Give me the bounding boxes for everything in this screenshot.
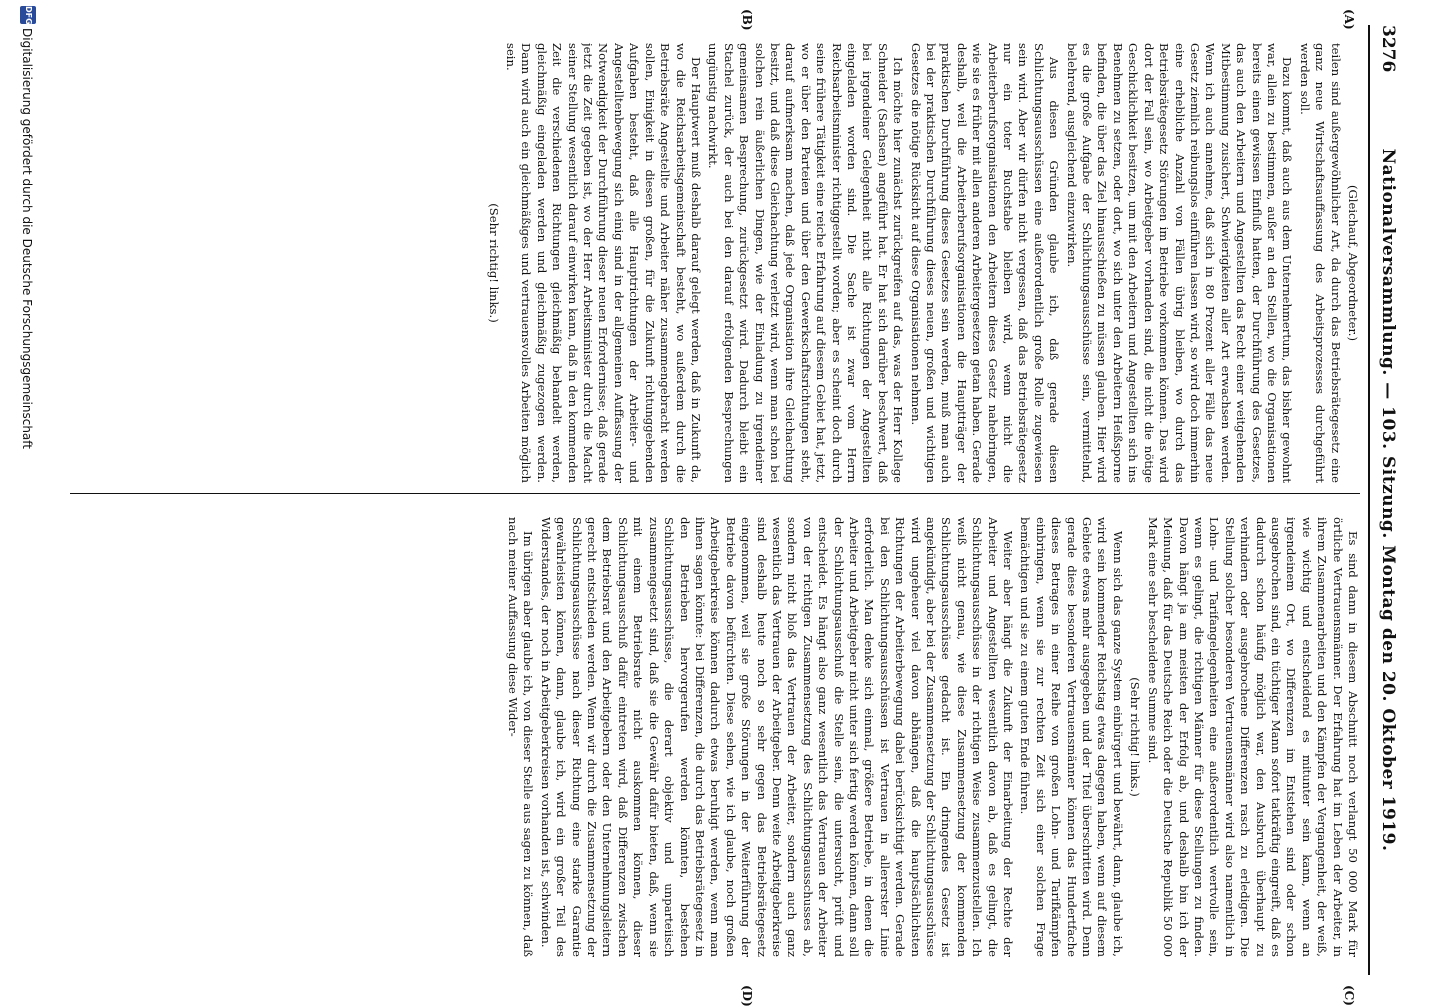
applause-note: (Sehr richtig! links.) <box>486 203 501 323</box>
paragraph: Es sind dann in diesem Abschnitt noch verlangt 50 000 Mark für örtliche Vertrauensmänner. Der Erfahrung hat im Leben der Arbeiter, in ihrem Zusammenarbeiten und den Kämpfen der Vergangenheit, der weiß, wie wichtig und entscheidend es mitunter sein kann, wenn an irgendeinem Ort, wo Differenzen im Entstehen sind oder schon ausgebrochen sind, ein tüchtiger Mann sofort tatkräftig eingreift, daß es dadurch schon häufig möglich war, den Ausbruch überhaupt zu verhindern oder ausgebrochene Differenzen rasch zu erledigen. Die Stellung solcher besonderen Vertrauensmänner wird also namentlich in Lohn- und Tarifangelegenheiten eine außerordentlich wertvolle sein, wenn es gelingt, die richtigen Männer für diese Stellungen zu finden. Davon hängt ja am meisten der Erfolg ab, und deshalb bin ich der Meinung, daß für das Deutsche Reich oder die Deutsche Republik 50 000 Mark eine sehr bescheidene Summe sind. <box>1145 517 1360 957</box>
right-column <box>70 517 1360 957</box>
paragraph: Im übrigen aber glaube ich, von dieser Stelle aus sagen zu können, daß nach meiner Auffassung diese Wider- <box>506 517 536 957</box>
margin-marker-a: (A) <box>1342 9 1356 30</box>
column-divider <box>70 493 1360 494</box>
dfg-logo-icon: DFG <box>20 6 36 24</box>
running-head: Nationalversammlung. — 103. Sitzung. Montag den 20. Oktober 1919. <box>1378 148 1398 852</box>
margin-marker-b: (B) <box>740 9 754 31</box>
page-header <box>1368 25 1404 975</box>
paragraph: Der Hauptwert muß deshalb darauf gelegt werden, daß in Zukunft da, wo die Reichsarbeitsgemeinschaft besteht, wo außerdem durch die Betriebsräte Angestellte und Arbeiter näher zusammengebracht werden sollen, Einigkeit in diesen großen, für die Zukunft richtunggebenden Aufgaben besteht, daß alle Hauptrichtungen der Arbeiter- und Angestelltenbewegung sich einig sind in der allgemeinen Auffassung der Notwendigkeit der Durchführung dieser neuen Erfordernisse; daß gerade jetzt die Zeit gegeben ist, wo der Herr Arbeitsminister durch die Macht seiner Stellung wesentlich darauf einwirken kann, daß in den kommenden Zeit die verschiedenen Richtungen gleichmäßig behandelt werden, gleichmäßig eingeladen werden und gleichmäßig zugezogen werden. Dann wird auch ein gleichmäßiges und vertrauensvolles Arbeiten möglich sein. <box>504 43 703 483</box>
page-number: 3276 <box>1378 25 1398 73</box>
paragraph: Dazu kommt, daß auch aus dem Unternehmertum, das bisher gewohnt war, allein zu bestimmen, außer an den Stellen, wo die Organisationen bereits einen gewissen Einfluß hatten, der Durchführung des Gesetzes, das auch den Arbeitern und Angestellten das Recht einer weitgehenden Mitbestimmung zusichert, Schwierigkeiten aller Art erwachsen werden. Wenn ich auch annehme, daß sich in 80 Prozent aller Fälle das neue Gesetz ziemlich reibungslos einführen lassen wird, so wird doch immerhin eine erhebliche Anzahl von Fällen übrig bleiben, wo durch das Betriebsrätegesetz Störungen im Betriebe vorkommen können. Das wird dort der Fall sein, wo Arbeitgeber vorhanden sind, die nicht die nötige Geschicklichkeit besitzen, um mit den Arbeitern und Angestellten sich ins Benehmen zu setzen, oder dort, wo sich unter den Arbeitern Heißsporne befinden, die über das Ziel hinausschießen zu müssen glauben. Hier wird es die große Aufgabe der Schlichtungsausschüsse sein, vermittelnd, belehrend, ausgleichend einzuwirken. <box>1064 43 1295 483</box>
margin-marker-d: (D) <box>740 985 754 1007</box>
paragraph: Wenn sich das ganze System einbürgert und bewährt, dann, glaube ich, wird sein kommender Reichstag etwas dagegen haben, wenn auf diesem Gebiete etwas mehr ausgegeben und der Titel überschritten wird. Denn gerade diese besonderen Vertrauensmänner können das Hundertfache dieses Betrages in einer Reihe von großen Lohn- und Tarifkämpfen einbringen, wenn sie zur rechten Zeit sich einer solchen Frage bemächtigen und sie zu einem guten Ende führen. <box>1018 517 1125 957</box>
page-body <box>64 9 1404 1007</box>
applause-note: (Sehr richtig! links.) <box>1128 677 1143 797</box>
paragraph: Weiter aber hängt die Zukunft der Einarbeitung der Rechte der Arbeiter und Angestellten wesentlich davon ab, daß es gelingt, die Schlichtungsausschüsse in der richtigen Weise zusammenzustellen. Ich weiß nicht genau, wie diese Zusammensetzung der kommenden Schlichtungsausschüsse gedacht ist. Ein dringendes Gesetz ist angekündigt, aber bei der Zusammensetzung der Schlichtungsausschüsse wird ungeheuer viel davon abhängen, daß die hauptsächlichsten Richtungen der Arbeiterbewegung dabei berücksichtigt werden. Gerade bei den Schlichtungsausschüssen ist Vertrauen in allererster Linie erforderlich. Man denke sich einmal, größere Betriebe, in denen die Arbeiter und Arbeitgeber nicht unter sich fertig werden können, dann soll der Schlichtungsausschuß die Stelle sein, die untersucht, prüft und entscheidet. Es hängt also ganz wesentlich das Vertrauen der Arbeiter von der richtigen Zusammensetzung des Schlichtungsausschusses ab, sondern nicht bloß das Vertrauen der Arbeiter, sondern auch ganz wesentlich das Vertrauen der Arbeitgeber. Denn weite Arbeitgeberkreise sind deshalb heute noch so sehr gegen das Betriebsrätegesetz eingenommen, weil sie große Störungen in der Weiterführung der Betriebe davon befürchten. Diese sehen, wie ich glaube, noch großen Arbeitgeberkreise können dadurch etwas beruhigt werden, wenn man ihnen sagen könnte: bei Differenzen, die durch das Betriebsrätegesetz in den Betrieben hervorgerufen werden könnten, bestehen Schlichtungsausschüsse, die derart objektiv und unparteiisch zusammengesetzt sind, daß sie die Gewähr dafür bieten, daß, wenn sie mit einem Betriebsrate nicht auskommen können, dieser Schlichtungsausschuß dafür eintreten wird, daß Differenzen zwischen dem Betriebsrat und den Arbeitgebern oder den Unternehmungsleitern gerecht entschieden werden. Wenn wir durch die Zusammensetzung der Schlichtungsausschüsse nach dieser Richtung eine starke Garantie gewährleisten können, dann, glaube ich, wird ein großer Teil des Widerstandes, der noch in Arbeitgeberkreisen vorhanden ist, schwinden. <box>538 517 1016 957</box>
paragraph: Ich möchte hier zunächst zurückgreifen auf das, was der Herr Kollege Schneider (Sachsen) angeführt hat. Er hat sich darüber beschwert, daß bei irgendeiner Gelegenheit nicht alle Richtungen der Angestellten eingeladen worden sind. Die Sache ist zwar vom Herrn Reichsarbeitsminister richtiggestellt worden; aber es scheint doch durch seine frühere Tätigkeit eine reiche Erfahrung auf diesem Gebiet hat, jetzt, wo er über den Parteien und über den Gewerkschaftsrichtungen steht, darauf aufmerksam machen, daß jede Organisation ihre Gleichachtung besitzt, und daß diese Gleichachtung verletzt wird, wenn man schon bei solchen rein äußerlichen Dingen, wie der Einladung zu irgendeiner gemeinsamen Besprechung, zurückgesetzt wird. Dadurch bleibt ein Stachel zurück, der auch bei den darauf erfolgenden Besprechungen ungünstig nachwirkt. <box>706 43 906 483</box>
left-column <box>70 43 1360 483</box>
paragraph: teilen sind außergewöhnlicher Art, da durch das Betriebsrätegesetz eine ganz neue Wirtschaftsauffassung des Arbeitsprozesses durchgeführt werden soll. <box>1297 43 1343 483</box>
digitization-credit: Digitalisierung gefördert durch die Deutsche Forschungsgemeinschaft <box>20 28 34 450</box>
speaker-line: (Gleichauf, Abgeordneter.) <box>1346 185 1360 341</box>
paragraph: Aus diesen Gründen glaube ich, daß gerade diesen Schlichtungsausschüssen eine außerordentlich große Rolle zugewiesen sein wird. Aber wir dürfen nicht vergessen, daß das Betriebsrätegesetz nur ein toter Buchstabe bleiben wird, wenn nicht die Arbeiterberufsorganisationen den Arbeitern dieses Gesetz nahebringen, wie sie es früher mit allen anderen Arbeitergesetzen getan haben. Gerade deshalb, weil die Arbeiterberufsorganisationen die Hauptträger der praktischen Durchführung dieses Gesetzes sein werden, muß man auch bei der praktischen Durchführung dieses neuen, großen und wichtigen Gesetzes die nötige Rücksicht auf diese Organisationen nehmen. <box>908 43 1062 483</box>
digitization-footer <box>12 0 42 1000</box>
margin-marker-c: (C) <box>1342 985 1356 1006</box>
